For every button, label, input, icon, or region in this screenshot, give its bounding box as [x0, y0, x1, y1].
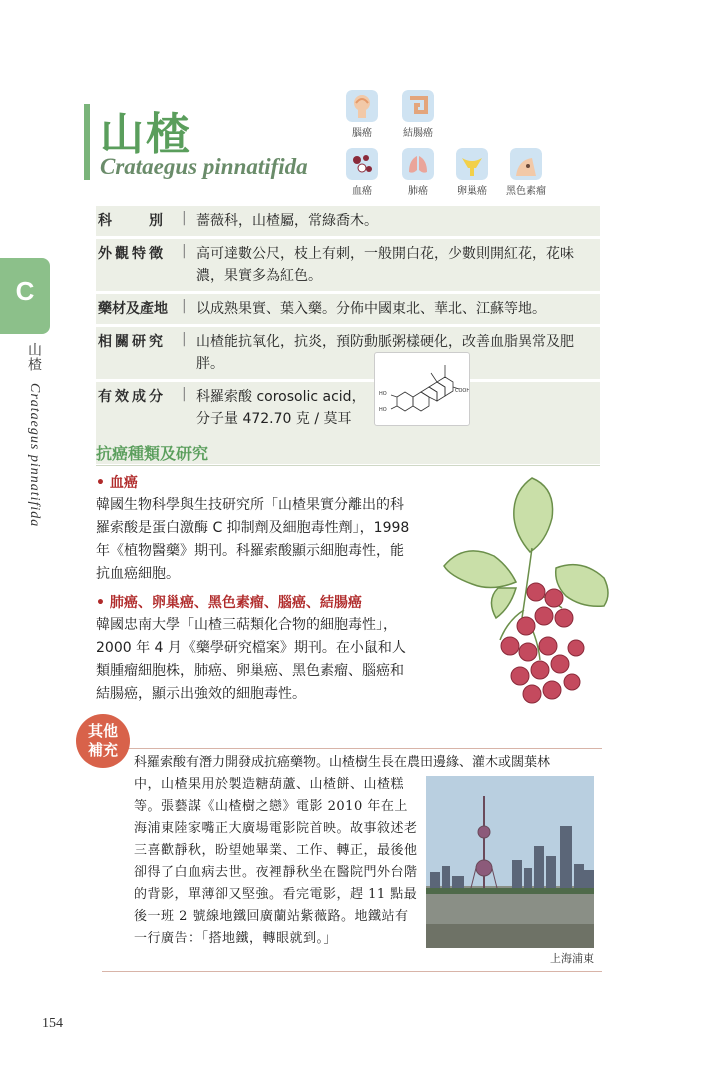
divider: | — [182, 210, 187, 226]
info-key: 相關研究 — [98, 334, 166, 350]
chapter-letter: C — [15, 276, 35, 306]
hawthorn-plant-image — [436, 470, 622, 720]
cancer-label-blood: 血癌 — [352, 186, 372, 197]
supplement-top-rule — [120, 748, 602, 749]
brain-icon — [346, 90, 378, 122]
subheading-other-cancers: • 肺癌、卵巢癌、黑色素瘤、腦癌、結腸癌 — [96, 595, 362, 611]
ovary-icon — [456, 148, 488, 180]
cancer-icon-brain — [346, 90, 378, 126]
info-row-family — [96, 206, 600, 236]
blood-cells-icon — [346, 148, 378, 180]
hawthorn-illustration — [436, 470, 622, 724]
chemical-structure — [374, 352, 470, 426]
badge-line2: 補充 — [87, 741, 118, 759]
cancer-icon-lung — [402, 148, 434, 184]
molecule-diagram — [375, 353, 469, 425]
info-row-appearance — [96, 239, 600, 291]
info-value: 山楂能抗氧化，抗炎，預防動脈粥樣硬化，改善血脂異常及肥胖。 — [196, 334, 574, 372]
supplement-first-line: 科羅索酸有潛力開發成抗癌藥物。山楂樹生長在農田邊緣、灌木或闊葉林 — [134, 755, 551, 770]
ingredient-name: 科羅索酸 corosolic acid， — [196, 389, 366, 405]
latin-name: Crataegus pinnatifida — [100, 154, 308, 179]
info-table — [96, 206, 600, 467]
info-value: 高可達數公尺，枝上有刺，一般開白花，少數則開紅花，花味濃，果實多為紅色。 — [196, 246, 574, 284]
cancer-icon-melanoma — [510, 148, 542, 184]
supplement-body: 中，山楂果用於製造糖葫蘆、山楂餅、山楂糕等。張藝謀《山楂樹之戀》電影 2010 年在上海浦東陸家嘴正大廣場電影院首映。故事敘述老三喜歡靜秋，盼望她畢業、工作、轉正，最後他卻得了白血病去世。夜裡靜秋坐在醫院門外台階的背影，單薄卻又堅強。看完電影，趕 11 點最後一班 2 號線地鐵回廣蘭站紫薇路。地鐵站有一行廣告：「搭地鐵，轉眼就到。」 — [134, 777, 418, 946]
section-title: 抗癌種類及研究 — [96, 444, 209, 463]
cancer-icon-blood — [346, 148, 378, 184]
page-number: 154 — [42, 1016, 63, 1031]
cancer-icon-ovary — [456, 148, 488, 184]
cancer-label-brain: 腦癌 — [352, 128, 372, 139]
divider: | — [182, 386, 187, 402]
paragraph-leukemia: 韓國生物科學與生技研究所「山楂果實分離出的科羅索酸是蛋白激酶 C 抑制劑及細胞毒性劑」，1998 年《植物醫藥》期刊。科羅索酸顯示細胞毒性，能抗血癌細胞。 — [96, 497, 410, 582]
info-key: 外觀特徵 — [98, 246, 166, 262]
cancer-label-melanoma: 黑色素瘤 — [506, 186, 546, 197]
ho-label: HO — [379, 391, 387, 397]
molecular-weight: 分子量 472.70 克 / 莫耳 — [196, 411, 352, 427]
photo-caption: 上海浦東 — [550, 952, 594, 965]
info-key: 藥材及產地 — [98, 301, 168, 317]
colon-icon — [402, 90, 434, 122]
info-key: 有效成分 — [98, 389, 166, 405]
cancer-label-colon: 結腸癌 — [403, 128, 433, 139]
subheading-leukemia: • 血癌 — [96, 475, 138, 491]
ho-label: HO — [379, 407, 387, 413]
info-row-research — [96, 327, 600, 379]
info-value: 以成熟果實、葉入藥。分佈中國東北、華北、江蘇等地。 — [196, 301, 546, 317]
cooh-label: COOH — [455, 388, 469, 394]
lung-icon — [402, 148, 434, 180]
info-value: 薔薇科，山楂屬，常綠喬木。 — [196, 213, 378, 229]
info-row-origin — [96, 294, 600, 324]
paragraph-other-cancers: 韓國忠南大學「山楂三萜類化合物的細胞毒性」，2000 年 4 月《藥學研究檔案》期刊。在小鼠和人類腫瘤細胞株，肺癌、卵巢癌、黑色素瘤、腦癌和結腸癌，顯示出強效的細胞毒性。 — [96, 617, 406, 702]
skyline-image — [426, 776, 594, 948]
supplement-badge — [76, 714, 130, 768]
page-title: 山楂 — [100, 109, 192, 160]
cancer-label-ovary: 卵巢癌 — [457, 186, 487, 197]
badge-line1: 其他 — [87, 722, 118, 740]
supplement-bottom-rule — [102, 971, 602, 972]
divider: | — [182, 298, 187, 314]
divider: | — [182, 243, 187, 259]
info-key: 科 別 — [98, 213, 166, 229]
side-title-latin: Crataegus pinnatifida — [27, 383, 42, 528]
skin-icon — [510, 148, 542, 180]
cancer-label-lung: 肺癌 — [408, 186, 428, 197]
side-title-name: 山楂 — [26, 342, 42, 372]
shanghai-photo — [426, 776, 594, 948]
title-accent-bar — [84, 104, 90, 180]
side-running-title — [24, 342, 44, 528]
section-divider — [96, 465, 600, 466]
divider: | — [182, 331, 187, 347]
cancer-icon-colon — [402, 90, 434, 126]
